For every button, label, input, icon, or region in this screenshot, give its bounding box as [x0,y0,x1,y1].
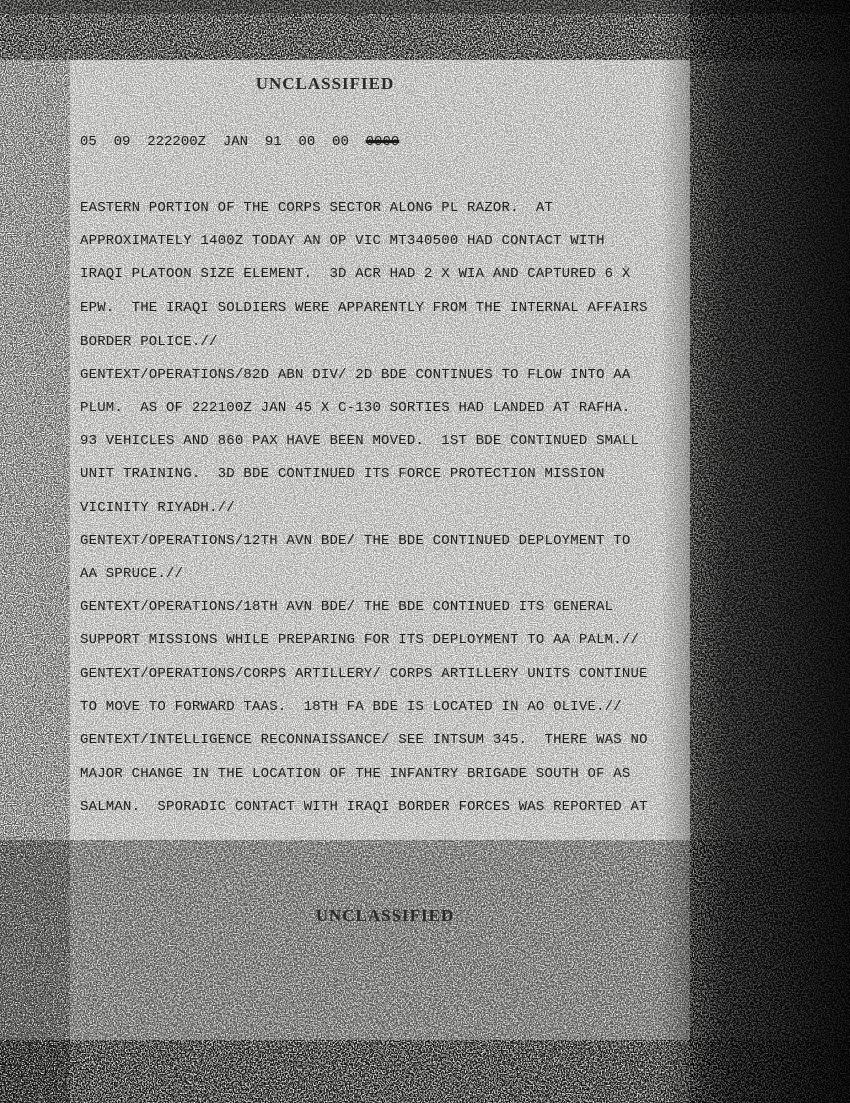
body-line: VICINITY RIYADH.// [80,500,235,516]
classification-header: UNCLASSIFIED [255,74,395,93]
body-line: GENTEXT/OPERATIONS/12TH AVN BDE/ THE BDE CONTINUED DEPLOYMENT TO [80,533,631,549]
body-line: GENTEXT/OPERATIONS/82D ABN DIV/ 2D BDE CONTINUES TO FLOW INTO AA [80,367,631,383]
body-line: SUPPORT MISSIONS WHILE PREPARING FOR ITS DEPLOYMENT TO AA PALM.// [80,632,640,648]
body-line: AA SPRUCE.// [80,566,184,582]
classification-footer: UNCLASSIFIED [315,906,455,925]
body-line: IRAQI PLATOON SIZE ELEMENT. 3D ACR HAD 2 X WIA AND CAPTURED 6 X [80,266,631,282]
date-time-group [80,134,399,150]
body-line: GENTEXT/OPERATIONS/18TH AVN BDE/ THE BDE CONTINUED ITS GENERAL [80,599,614,615]
body-line: EPW. THE IRAQI SOLDIERS WERE APPARENTLY FROM THE INTERNAL AFFAIRS [80,300,648,316]
body-line: SALMAN. SPORADIC CONTACT WITH IRAQI BORDER FORCES WAS REPORTED AT [80,799,648,815]
body-line: MAJOR CHANGE IN THE LOCATION OF THE INFANTRY BRIGADE SOUTH OF AS [80,766,631,782]
body-line: PLUM. AS OF 222100Z JAN 45 X C-130 SORTIES HAD LANDED AT RAFHA. [80,400,631,416]
body-line: BORDER POLICE.// [80,334,218,350]
body-line: TO MOVE TO FORWARD TAAS. 18TH FA BDE IS LOCATED IN AO OLIVE.// [80,699,622,715]
body-line: EASTERN PORTION OF THE CORPS SECTOR ALONG PL RAZOR. AT [80,200,554,216]
body-line: 93 VEHICLES AND 860 PAX HAVE BEEN MOVED. 1ST BDE CONTINUED SMALL [80,433,640,449]
dtg-struck-field: 0000 [365,134,400,150]
dtg-fields: 05 09 222200Z JAN 91 00 00 [80,134,349,150]
body-line: GENTEXT/INTELLIGENCE RECONNAISSANCE/ SEE INTSUM 345. THERE WAS NO [80,732,648,748]
body-line: APPROXIMATELY 1400Z TODAY AN OP VIC MT340500 HAD CONTACT WITH [80,233,605,249]
body-line: GENTEXT/OPERATIONS/CORPS ARTILLERY/ CORPS ARTILLERY UNITS CONTINUE [80,666,648,682]
body-line: UNIT TRAINING. 3D BDE CONTINUED ITS FORCE PROTECTION MISSION [80,466,605,482]
